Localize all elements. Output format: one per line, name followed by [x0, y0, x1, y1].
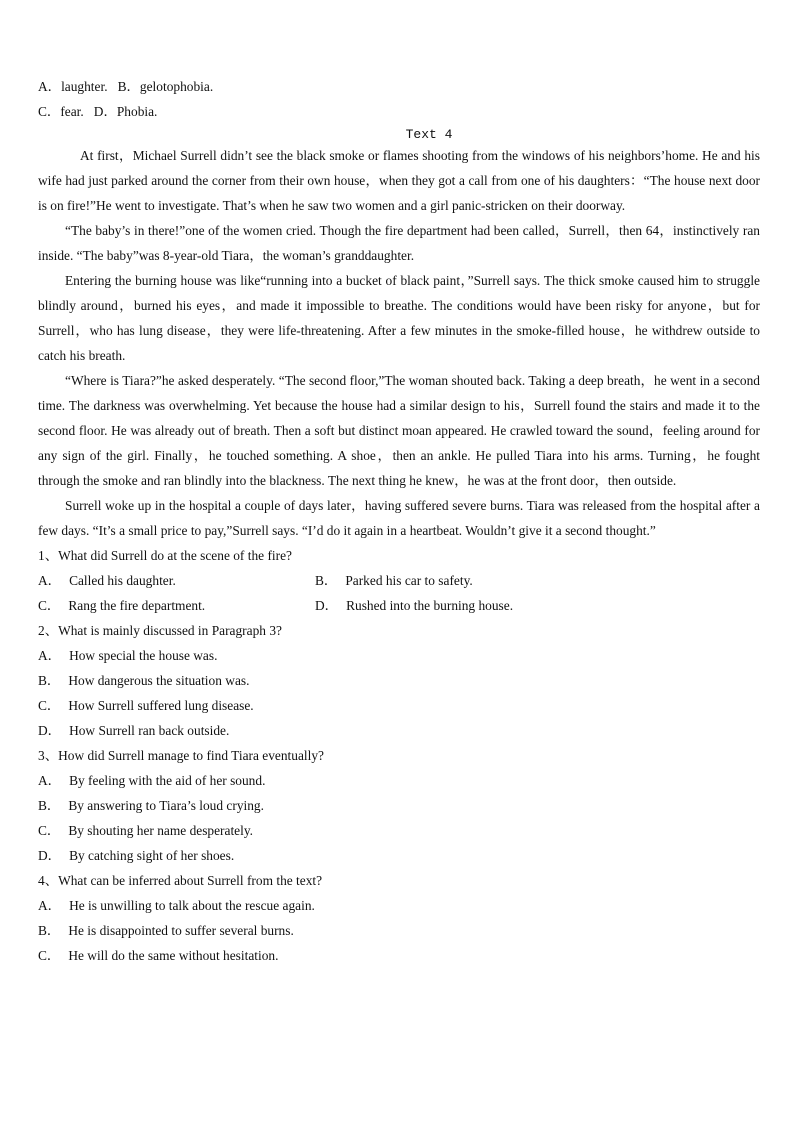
option-text: How dangerous the situation was.: [68, 673, 250, 688]
question-number: 1、: [38, 548, 59, 563]
option-label: C．: [38, 948, 61, 963]
option-label: B．: [117, 79, 140, 94]
option-text: He is disappointed to suffer several burns.: [68, 923, 294, 938]
option-text: How special the house was.: [69, 648, 218, 663]
option-label: A．: [38, 773, 62, 788]
passage-title: Text 4: [405, 127, 453, 142]
option-d[interactable]: [315, 593, 592, 618]
option-label: D．: [38, 723, 62, 738]
question-2: [38, 618, 760, 643]
prev-options-line-2: [38, 99, 760, 124]
option-c[interactable]: [38, 943, 760, 968]
option-text: Rushed into the burning house.: [346, 598, 514, 613]
question-text: What can be inferred about Surrell from the text?: [58, 873, 323, 888]
option-label: B．: [315, 573, 338, 588]
option-text: He is unwilling to talk about the rescue again.: [69, 898, 315, 913]
option-text: By feeling with the aid of her sound.: [69, 773, 266, 788]
option-label: C．: [38, 698, 61, 713]
option-c[interactable]: [38, 693, 760, 718]
option-d[interactable]: [38, 843, 760, 868]
question-3: [38, 743, 760, 768]
question-text: What did Surrell do at the scene of the fire?: [58, 548, 292, 563]
option-label: B．: [38, 798, 61, 813]
option-c[interactable]: [38, 818, 760, 843]
option-text: How Surrell suffered lung disease.: [68, 698, 254, 713]
option-label: A．: [38, 79, 62, 94]
option-a[interactable]: [38, 893, 760, 918]
option-label: A．: [38, 898, 62, 913]
document-page: [38, 74, 760, 968]
question-1-options-row-2: [38, 593, 760, 618]
question-1-options-row-1: [38, 568, 760, 593]
option-text: laughter.: [61, 79, 108, 94]
option-text: How Surrell ran back outside.: [69, 723, 230, 738]
option-label: A．: [38, 573, 62, 588]
option-a[interactable]: [38, 643, 760, 668]
passage-paragraph-5: Surrell woke up in the hospital a couple of days later，having suffered severe burns. Tiara was released from the hospital after a few days. “It’s a small price to pay,”Surrell says. “I’d do it again in a heartbeat. Wouldn’t give it a second thought.”: [38, 498, 760, 538]
question-number: 2、: [38, 623, 59, 638]
option-b[interactable]: [38, 918, 760, 943]
passage-paragraph-3: Entering the burning house was like“running into a bucket of black paint，”Surrell says. The thick smoke caused him to struggle blindly around，burned his eyes，and made it impossible to breathe. The conditions would have been risky for anyone，but for Surrell，who has lung disease，they were life-threatening. After a few minutes in the smoke-filled house，he withdrew outside to catch his breath.: [38, 273, 760, 363]
option-text: By answering to Tiara’s loud crying.: [68, 798, 264, 813]
option-text: Parked his car to safety.: [345, 573, 473, 588]
option-label: D．: [93, 104, 117, 119]
option-text: Called his daughter.: [69, 573, 176, 588]
option-b[interactable]: [38, 668, 760, 693]
option-c[interactable]: [38, 593, 315, 618]
option-text: fear.: [60, 104, 84, 119]
option-label: B．: [38, 673, 61, 688]
option-label: C．: [38, 823, 61, 838]
question-text: How did Surrell manage to find Tiara eventually?: [58, 748, 324, 763]
passage-paragraph-4: “Where is Tiara?”he asked desperately. “The second floor,”The woman shouted back. Taking a deep breath，he went in a second time. The darkness was overwhelming. Yet because the house had a similar design to his，Surrell found the stairs and made it to the second floor. He was already out of breath. Then a soft but distinct moan appeared. He crawled toward the sound，feeling around for any sign of the girl. Finally，he touched something. A shoe，then an ankle. He pulled Tiara into his arms. Turning，he fought through the smoke and ran blindly into the blackness. The next thing he knew，he was at the front door，then outside.: [38, 373, 760, 488]
option-b[interactable]: [315, 568, 592, 593]
option-label: C．: [38, 598, 61, 613]
option-label: C．: [38, 104, 61, 119]
option-d[interactable]: [38, 718, 760, 743]
question-text: What is mainly discussed in Paragraph 3?: [58, 623, 282, 638]
question-number: 3、: [38, 748, 59, 763]
option-text: gelotophobia.: [139, 79, 214, 94]
option-label: B．: [38, 923, 61, 938]
passage-paragraph-1: At first，Michael Surrell didn’t see the black smoke or flames shooting from the windows of his neighbors’home. He and his wife had just parked around the corner from their own house，when they got a call from one of his daughters：“The house next door is on fire!”He went to investigate. That’s when he saw two women and a girl panic-stricken on their doorway.: [38, 148, 760, 213]
passage-paragraph-2: “The baby’s in there!”one of the women cried. Though the fire department had been called，Surrell，then 64，instinctively ran inside. “The baby”was 8-year-old Tiara，the woman’s granddaughter.: [38, 223, 760, 263]
option-text: He will do the same without hesitation.: [68, 948, 279, 963]
option-a[interactable]: [38, 568, 315, 593]
option-text: By catching sight of her shoes.: [69, 848, 235, 863]
option-b[interactable]: [38, 793, 760, 818]
option-label: D．: [315, 598, 339, 613]
question-4: [38, 868, 760, 893]
question-1: [38, 543, 760, 568]
option-label: D．: [38, 848, 62, 863]
option-a[interactable]: [38, 768, 760, 793]
option-text: By shouting her name desperately.: [68, 823, 254, 838]
question-number: 4、: [38, 873, 59, 888]
option-text: Rang the fire department.: [68, 598, 206, 613]
prev-options-line-1: [38, 74, 760, 99]
option-label: A．: [38, 648, 62, 663]
option-text: Phobia.: [116, 104, 158, 119]
